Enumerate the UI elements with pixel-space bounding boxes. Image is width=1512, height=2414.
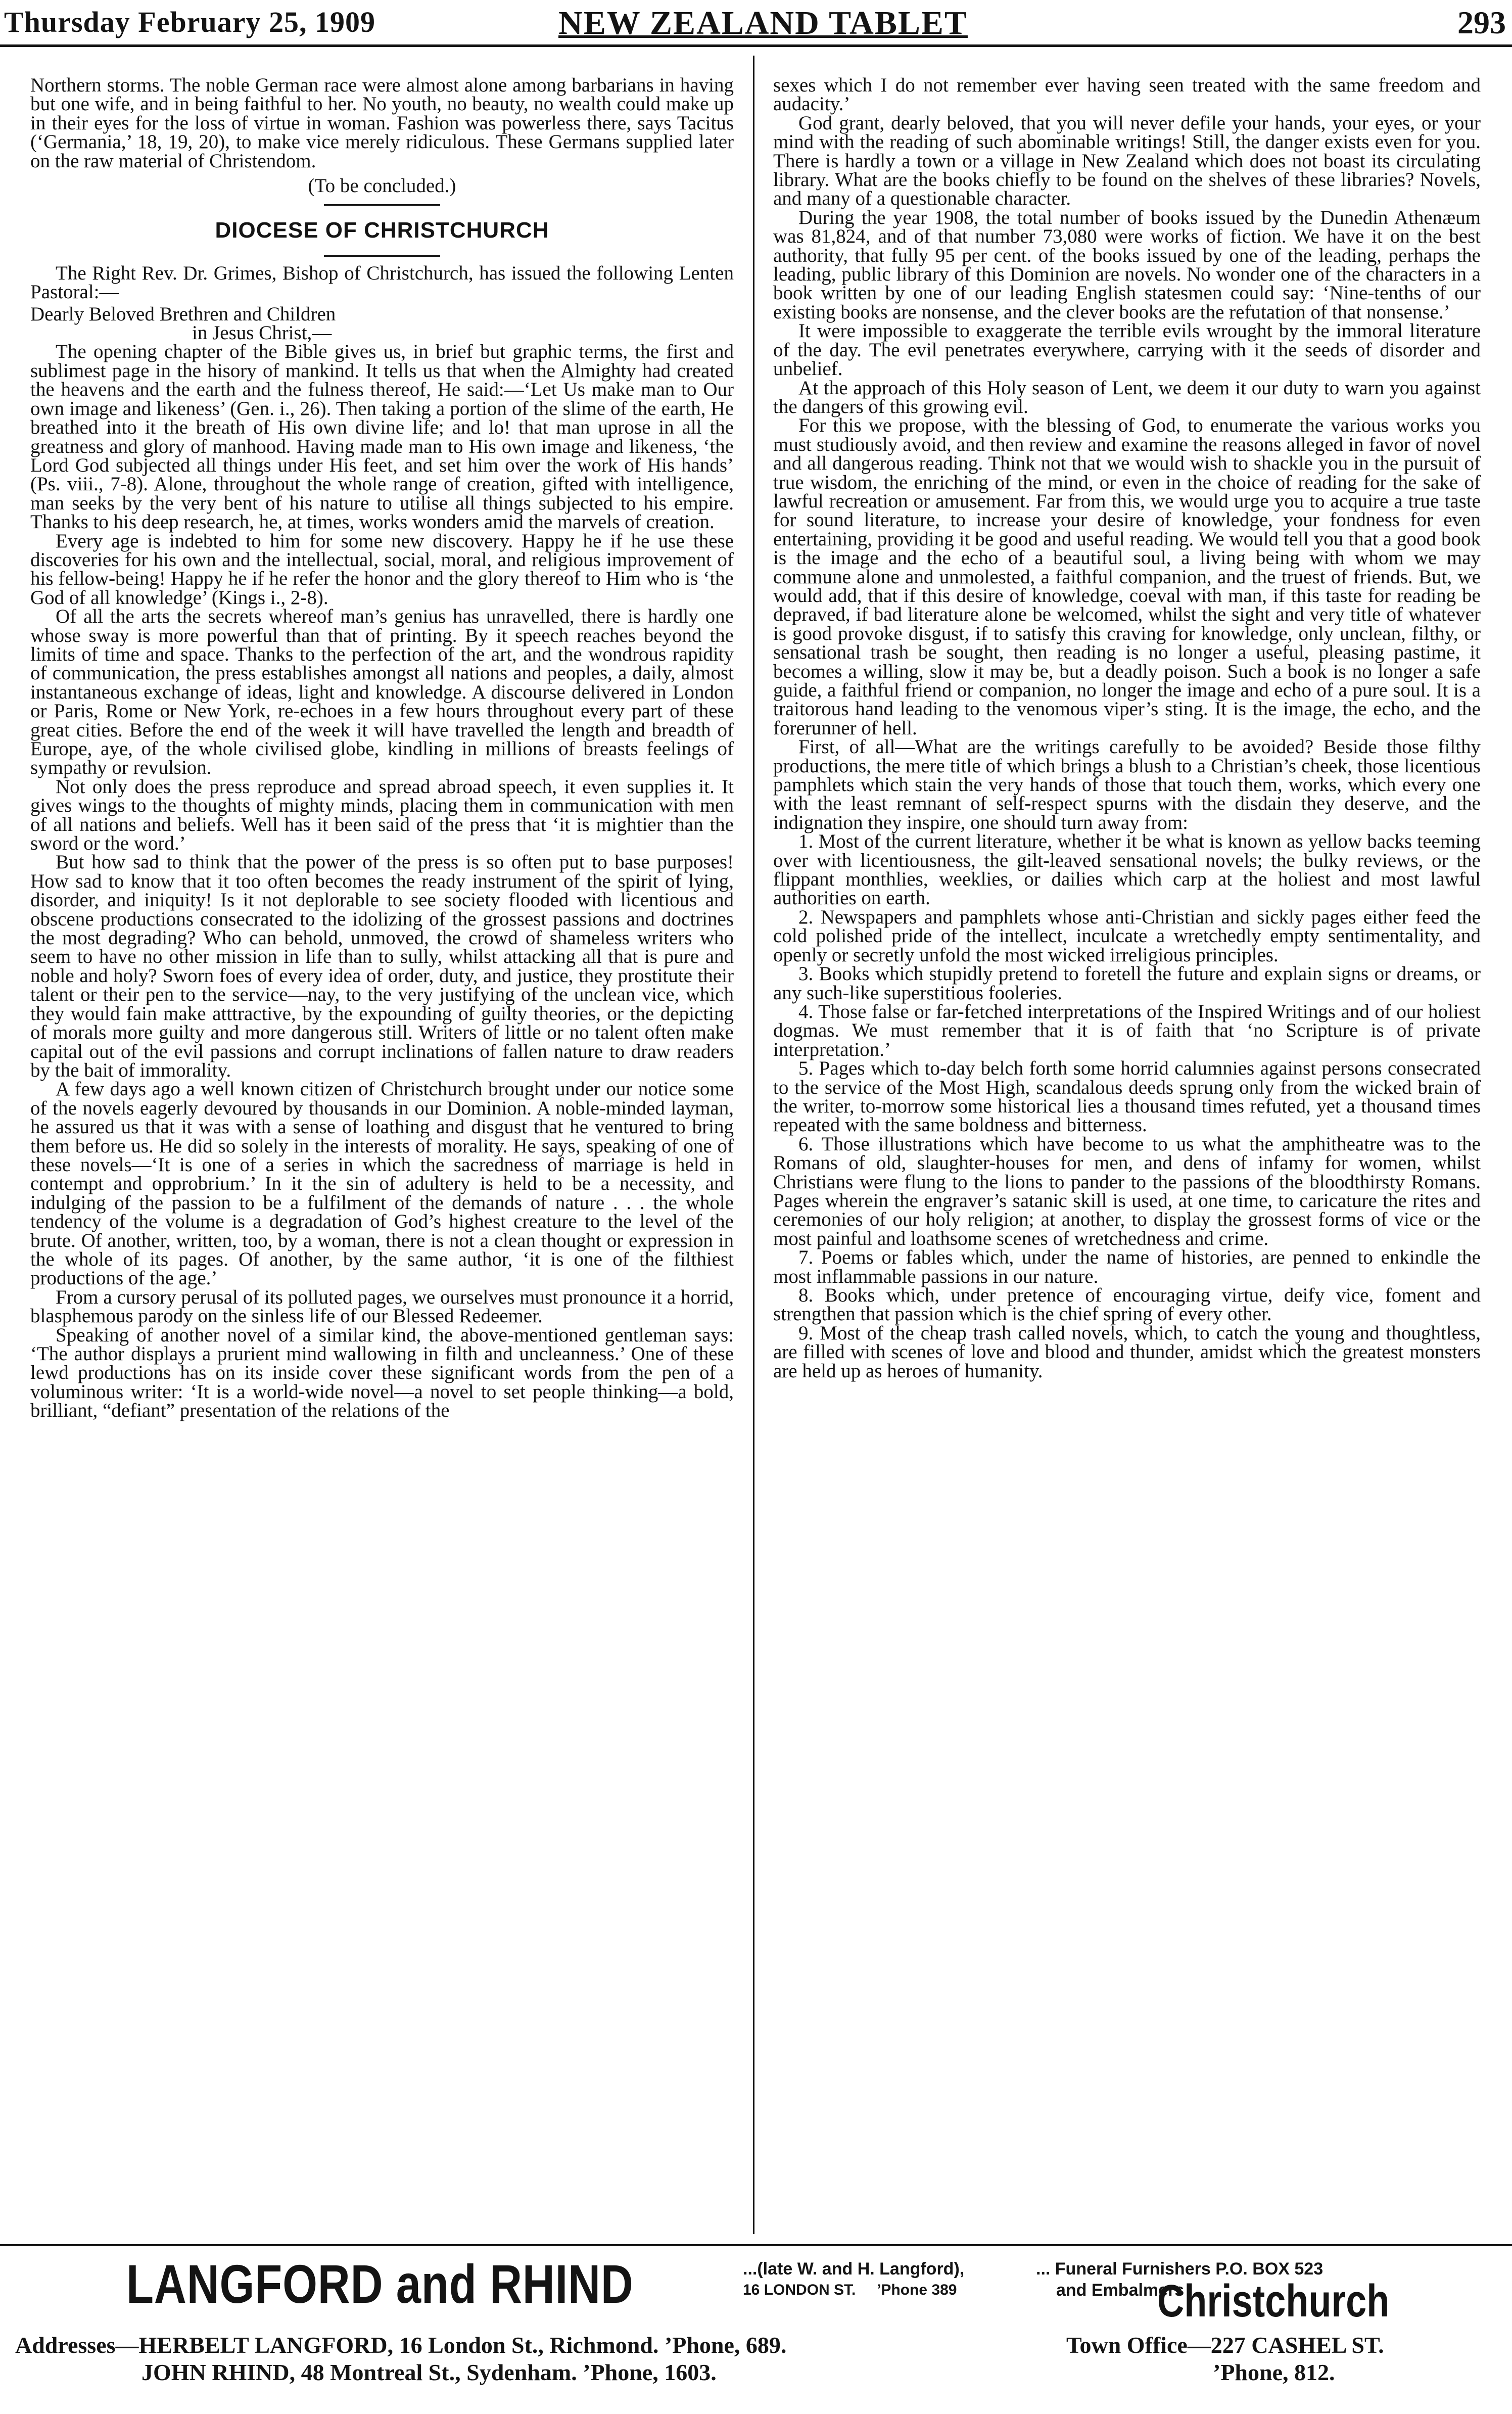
- list-item: 2. Newspapers and pamphlets whose anti-Christian and sickly pages either feed the cold polished pride of the intellect, inculcate a wretchedly empty sentimentality, and openly or secretly unfold the most wicked irreligious principles.: [773, 906, 1481, 966]
- paragraph: Not only does the press reproduce and spread abroad speech, it even supplies it. It gives wings to the thoughts of mighty minds, placing them in communication with men of all nations and beliefs. Well has it been said of the press that ‘it is mightier than the sword or the word.’: [30, 775, 734, 855]
- paragraph: Every age is indebted to him for some new discovery. Happy he if he use these discoveries for his own and the intellectual, social, moral, and religious improvement of his fellow-being! Happy he if he refer the honor and the glory thereof to Him who is ‘the God of all knowledge’ (Kings i., 2-8).: [30, 530, 734, 609]
- page-header: [0, 0, 1512, 47]
- advert-addresses: [15, 2332, 1496, 2387]
- divider: [324, 255, 440, 257]
- paragraph: First, of all—What are the writings carefully to be avoided? Beside those filthy productions, the mere title of which brings a blush to a Christian’s cheek, those licentious pamphlets which stain the very hands of those that touch them, works, which every one with the least remnant of self-respect spurns with the disdain they deserve, and the indignation they inspire, one should turn away from:: [773, 736, 1481, 833]
- advert-embalmers: and Embalmers: [1056, 2281, 1185, 2300]
- paragraph: But how sad to think that the power of the press is so often put to base purposes! How sad to know that it too often becomes the ready instrument of the spirit of lying, disorder, and iniquity! Is it not deplorable to see society flooded with licentious and obscene productions consecrated to the idolizing of the grossest passions and doctrines the most degrading? Who can behold, unmoved, the crowd of shameless writers who seem to have no other mission in life than to sully, whilst attacking all that is pure and noble and holy? Sworn foes of every idea of order, duty, and justice, they prostitute their talent or their pen to the service—nay, to the very justifying of the unclean vice, which they would fain make atttractive, by the expounding of guilty theories, or the depicting of morals more guilty and more dangerous still. Writers of little or no talent often make capital out of the evil passions and corrupt inclinations of fallen nature to draw readers by the bait of immorality.: [30, 851, 734, 1081]
- paragraph: God grant, dearly beloved, that you will never defile your hands, your eyes, or your mind with the reading of such abominable writings! Still, the danger exists even for you. There is hardly a town or a village in New Zealand which does not boast its circulating library. What are the books chiefly to be found on the shelves of these libraries? Novels, and many of a questionable character.: [773, 112, 1481, 210]
- paragraph: Of all the arts the secrets whereof man’s genius has unravelled, there is hardly one whose sway is more powerful than that of printing. By it speech reaches beyond the limits of time and space. Thanks to the perfection of the art, and the wondrous rapidity of communication, the press establishes amongst all nations and peoples, a daily, almost instantaneous exchange of ideas, light and knowledge. A discourse delivered in London or Paris, Rome or New York, re-echoes in a few hours throughout every part of these great cities. Before the end of the week it will have travelled the length and breadth of Europe, aye, of the whole civilised globe, kindling in millions of breasts feelings of sympathy or revulsion.: [30, 606, 734, 779]
- paragraph: sexes which I do not remember ever having seen treated with the same freedom and audacity.’: [773, 74, 1481, 115]
- page-number: 293: [1457, 5, 1506, 40]
- paragraph: A few days ago a well known citizen of Christchurch brought under our notice some of the novels eagerly devoured by thousands in our Dominion. A noble-minded layman, he assured us that it was with a sense of loathing and disgust that he ventured to bring them before us. He did so solely in the interests of morality. He says, speaking of one of these novels—‘It is one of a series in which the sacredness of marriage is held in contempt and opprobrium.’ In it the sin of adultery is held to be a necessity, and indulging of the passion to be a fulfilment of the demands of nature . . . the whole tendency of the volume is a degradation of God’s highest creature to the level of the brute. Of another, written, too, by a woman, there is not a clean thought or expression in the whole of its pages. Of another, by the same author, ‘it is one of the filthiest productions of the age.’: [30, 1078, 734, 1289]
- paragraph: The opening chapter of the Bible gives us, in brief but graphic terms, the first and sublimest page in the hisory of mankind. It tells us that when the Almighty had created the heavens and the earth and the fulness thereof, He said:—‘Let Us make man to Our own image and likeness’ (Gen. i., 26). Then taking a portion of the slime of the earth, He breathed into it the breath of His own divine life; and lo! that man uprose in all the greatness and glory of manhood. Having made man to His own image and likeness, ‘the Lord God subjected all things under His feet, and set him over the work of His hands’ (Ps. viii., 7-8). Alone, throughout the whole range of creation, gifted with intelligence, man seeks by the very bent of his nature to utilise all things subjected to his empire. Thanks to his deep research, he, at times, works wonders amid the marvels of creation.: [30, 341, 734, 533]
- advert-address-phone: [743, 2280, 964, 2301]
- list-item: 3. Books which stupidly pretend to foretell the future and explain signs or dreams, or any such-like superstitious fooleries.: [773, 963, 1481, 1004]
- list-item: 9. Most of the cheap trash called novels, which, to catch the young and thoughtless, are filled with scenes of love and blood and thunder, amidst which the greatest monsters are held up as heroes of humanity.: [773, 1322, 1481, 1382]
- address-langford: Addresses—HERBELT LANGFORD, 16 London St., Richmond. ’Phone, 689.: [15, 2332, 787, 2358]
- list-item: 8. Books which, under pretence of encouraging virtue, deify vice, foment and strengthen that passion which is the chief spring of every other.: [773, 1284, 1481, 1325]
- list-item: 6. Those illustrations which have become to us what the amphitheatre was to the Romans of old, slaughter-houses for men, and dens of infamy for women, whilst Christians were flung to the lions to pander to the passions of the bloodthirsty Romans. Pages wherein the engraver’s satanic skill is used, at one time, to caricature the rites and ceremonies of our holy religion; at another, to display the grossest forms of vice or the most painful and loathsome scenes of wretchedness and crime.: [773, 1133, 1481, 1249]
- advert-former-name: ...(late W. and H. Langford),: [743, 2259, 965, 2279]
- paragraph: For this we propose, with the blessing of God, to enumerate the various works you must studiously avoid, and then review and examine the reasons alleged in favor of novel and all dangerous reading. Think not that we would wish to shackle you in the pursuit of true wisdom, the enriching of the mind, or even in the choice of reading for the sake of lawful recreation or amusement. Far from this, we would urge you to acquire a true taste for sound literature, to increase your desire of knowledge, your fondness for even entertaining, providing it be good and useful reading. We would tell you that a good book is the image and the echo of a beautiful soul, a living being with whom we may commune alone and unmolested, a faithful companion, and the truest of friends. But, we would add, that if this desire of knowledge, coeval with man, if this taste for reading be depraved, if bad literature alone be welcomed, whilst the sight and very title of whatever is good provoke disgust, if to satisfy this craving for knowledge, only unclean, filthy, or sensational trash be sought, then reading is no longer a useful, pleasing pastime, it becomes a willing, slow it may be, but a deadly poison. Such a book is no longer a safe guide, a faithful friend or companion, no longer the image and echo of a pure soul. It is a traitorous hand leading to the venomous viper’s sting. It is the image, the echo, and the forerunner of hell.: [773, 414, 1481, 739]
- list-item: 4. Those false or far-fetched interpretations of the Inspired Writings and of our holiest dogmas. We must remember that it is of faith that ‘no Scripture is of private interpretation.’: [773, 1000, 1481, 1060]
- issue-date: Thursday February 25, 1909: [4, 6, 375, 38]
- address-row: [15, 2332, 1496, 2359]
- advert-street: 16 LONDON ST.: [743, 2282, 856, 2298]
- address-row: [15, 2359, 1496, 2387]
- advert-funeral: ... Funeral Furnishers P.O. BOX 523: [1036, 2259, 1324, 2279]
- list-item: 7. Poems or fables which, under the name of histories, are penned to enkindle the most inflammable passions in our nature.: [773, 1246, 1481, 1287]
- paragraph: From a cursory perusal of its polluted pages, we ourselves must pronounce it a horrid, blasphemous parody on the sinless life of our Blessed Redeemer.: [30, 1286, 734, 1327]
- advert-details: [743, 2258, 964, 2301]
- paragraph: During the year 1908, the total number of books issued by the Dunedin Athenæum was 81,824, and of that number 73,080 were works of fiction. We have it on the best authority, that fully 95 per cent. of the books issued by one of the leading, perhaps the leading, public library of this Dominion are novels. No wonder one of the characters in a book written by one of our leading English statesmen could say: ‘Nine-tenths of our existing books are nonsense, and the clever books are the refutation of that nonsense.’: [773, 206, 1481, 323]
- paragraph: Northern storms. The noble German race were almost alone among barbarians in having but one wife, and in being faithful to her. No youth, no beauty, no wealth could make up in their eyes for the loss of virtue in woman. Fashion was powerless there, says Tacitus (‘Germania,’ 18, 19, 20), to make vice merely ridiculous. These Germans supplied later on the raw material of Christendom.: [30, 74, 734, 172]
- town-office-phone: ’Phone, 812.: [1213, 2359, 1335, 2385]
- advert-city: Christchurch: [1157, 2276, 1390, 2327]
- paragraph: At the approach of this Holy season of Lent, we deem it our duty to warn you against the dangers of this growing evil.: [773, 377, 1481, 417]
- advert-brand: LANGFORD and RHIND: [126, 2253, 634, 2314]
- right-column: [773, 76, 1481, 1380]
- advert-phone: ’Phone 389: [877, 2282, 957, 2298]
- town-office: Town Office—227 CASHEL ST.: [1066, 2332, 1384, 2358]
- to-be-concluded: (To be concluded.): [308, 175, 456, 197]
- list-item: 1. Most of the current literature, whether it be what is known as yellow backs teeming over with licentiousness, the gilt-leaved sensational novels; the bulky reviews, or the flippant monthlies, weeklies, or dailies which carp at the holiest and most lawful authorities on earth.: [773, 830, 1481, 909]
- divider: [324, 204, 440, 206]
- salutation-line-2: in Jesus Christ,—: [192, 322, 332, 344]
- paragraph: It were impossible to exaggerate the terrible evils wrought by the immoral literature of the day. The evil penetrates everywhere, carrying with it the seeds of disorder and unbelief.: [773, 320, 1481, 380]
- address-rhind: JOHN RHIND, 48 Montreal St., Sydenham. ’Phone, 1603.: [141, 2359, 717, 2385]
- article-heading: DIOCESE OF CHRISTCHURCH: [215, 218, 549, 243]
- column-divider: [753, 56, 754, 2234]
- salutation: Dearly Beloved Brethren and Children: [30, 303, 336, 325]
- list-item: 5. Pages which to-day belch forth some horrid calumnies against persons consecrated to the service of the Most High, scandalous deeds sprung only from the wicked brain of the writer, to-morrow some historical lies a thousand times refuted, yet a thousand times repeated with the same boldness and bitterness.: [773, 1057, 1481, 1136]
- left-column: [30, 76, 734, 1420]
- paragraph: The Right Rev. Dr. Grimes, Bishop of Christchurch, has issued the following Lenten Pastoral:—: [30, 262, 734, 303]
- paragraph: Speaking of another novel of a similar kind, the above-mentioned gentleman says: ‘The author displays a prurient mind wallowing in filth and uncleanness.’ One of these lewd productions has on its inside cover these significant words from the pen of a voluminous writer: ‘It is a world-wide novel—a novel to set people thinking—a bold, brilliant, “defiant” presentation of the relations of the: [30, 1324, 734, 1422]
- advertisement-footer: [0, 2244, 1512, 2414]
- masthead-title: NEW ZEALAND TABLET: [558, 5, 968, 41]
